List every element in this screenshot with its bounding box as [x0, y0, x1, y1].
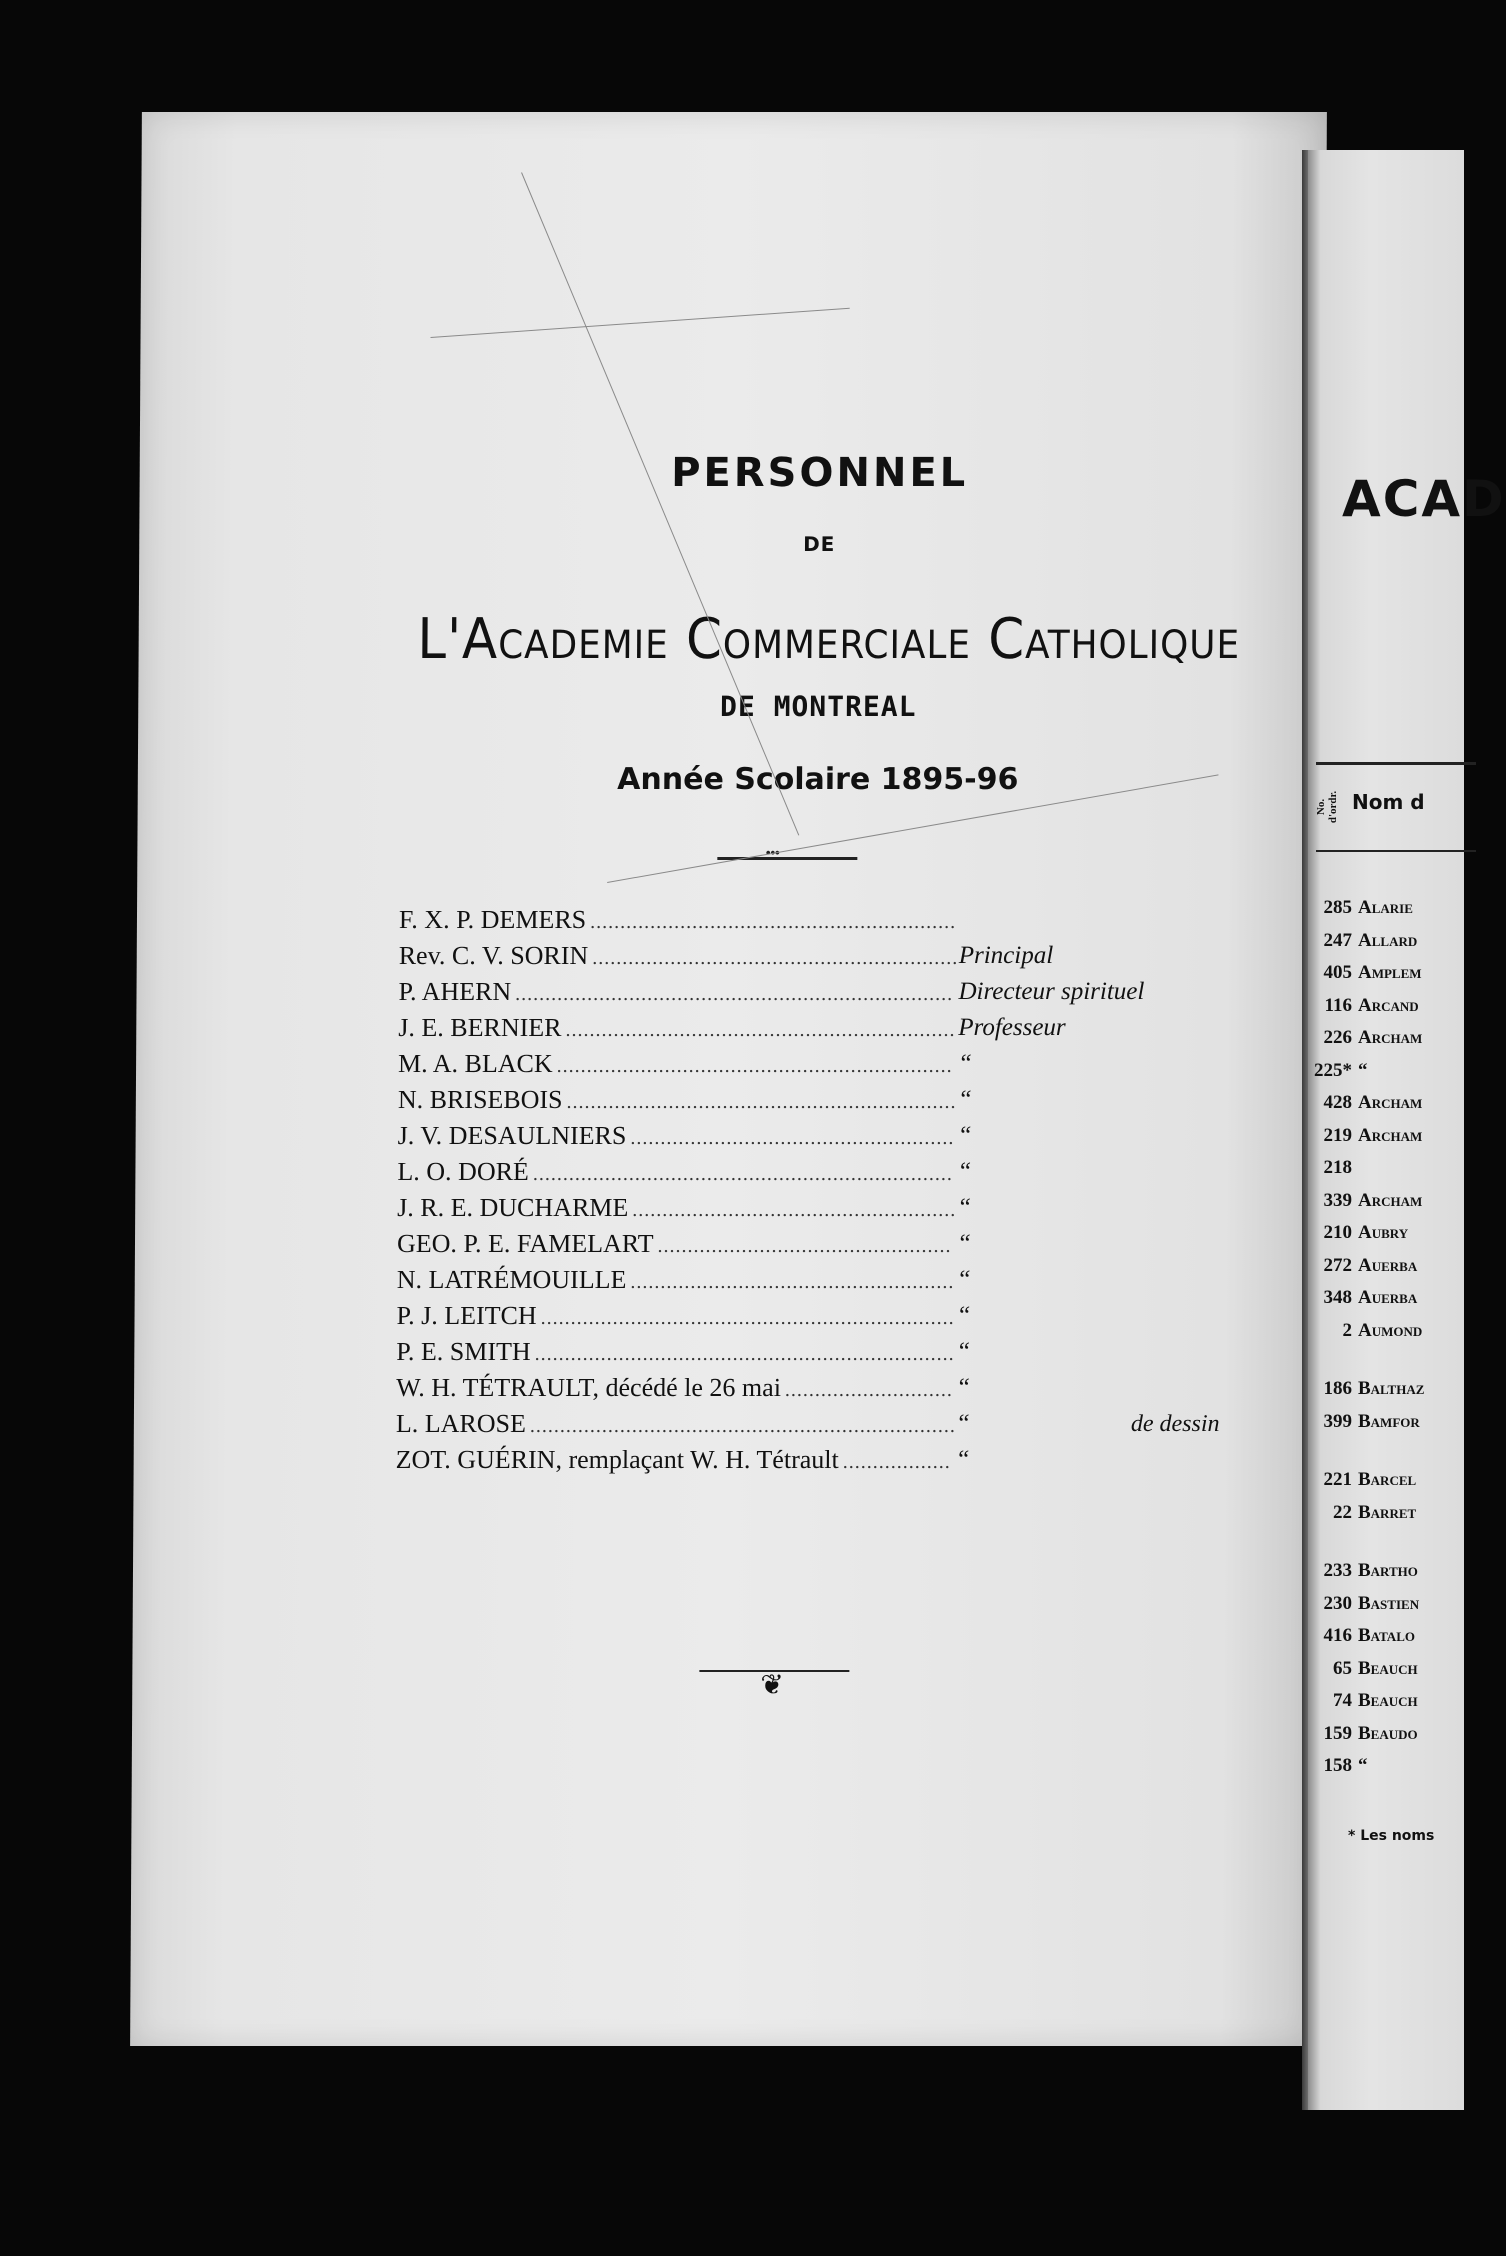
student-number: 65	[1333, 1657, 1352, 1679]
staff-name: F. X. P. DEMERS	[398, 905, 587, 934]
student-number: 22	[1333, 1501, 1352, 1523]
title-school-year: Année Scolaire 1895-96	[617, 762, 1019, 797]
staff-row	[398, 974, 1298, 1010]
staff-name: W. H. TÉTRAULT, décédé le 26 mai	[396, 1373, 782, 1402]
student-row	[1308, 1406, 1424, 1439]
student-row	[1308, 1685, 1424, 1718]
staff-row	[398, 1118, 1298, 1154]
staff-role: “	[955, 1410, 970, 1437]
student-number: 2	[1342, 1319, 1352, 1341]
student-row	[1308, 1217, 1424, 1250]
right-page	[1308, 150, 1506, 2110]
student-row	[1308, 1373, 1424, 1406]
student-name: Bartho	[1358, 1560, 1418, 1581]
student-number: 219	[1323, 1124, 1352, 1146]
staff-name: L. LAROSE	[395, 1409, 526, 1438]
right-page-header: ACAD	[1342, 470, 1506, 528]
student-name: Alarie	[1358, 897, 1413, 918]
student-row	[1308, 990, 1424, 1023]
dot-leader: ..................	[842, 1451, 951, 1473]
scan-scratch	[521, 172, 799, 835]
student-row	[1308, 1087, 1424, 1120]
staff-row	[396, 1406, 1296, 1442]
title-academie: L'Academie Commerciale Catholique	[417, 607, 1241, 672]
student-name: Batalo	[1358, 1625, 1415, 1646]
student-row	[1308, 1120, 1424, 1153]
staff-role: “	[957, 1158, 972, 1185]
student-number: 247	[1323, 929, 1352, 951]
dot-leader: .........................................................................	[515, 983, 954, 1005]
column-header-name: Nom d	[1352, 790, 1425, 814]
student-row	[1308, 1555, 1424, 1588]
student-number: 339	[1323, 1189, 1352, 1211]
student-name: Beaudo	[1358, 1722, 1418, 1744]
student-name: Barcel	[1358, 1469, 1417, 1490]
staff-row	[396, 1370, 1296, 1406]
student-name: Archam	[1358, 1124, 1423, 1146]
staff-role: Directeur spirituel	[958, 978, 1145, 1005]
student-number: 272	[1323, 1254, 1352, 1276]
student-number: 210	[1323, 1222, 1352, 1243]
student-number: 399	[1323, 1410, 1352, 1432]
student-number: 186	[1323, 1378, 1352, 1399]
staff-name: ZOT. GUÉRIN, remplaçant W. H. Tétrault	[395, 1445, 839, 1474]
staff-name: J. V. DESAULNIERS	[397, 1121, 627, 1150]
staff-role: “	[956, 1374, 971, 1401]
staff-name: P. E. SMITH	[396, 1337, 531, 1366]
student-number: 230	[1323, 1592, 1352, 1614]
staff-role: “	[955, 1446, 970, 1473]
student-number: 218	[1323, 1157, 1352, 1178]
student-name: Auerba	[1358, 1254, 1418, 1276]
student-name: Balthaz	[1358, 1378, 1425, 1399]
student-number: 416	[1323, 1625, 1352, 1646]
staff-name: GEO. P. E. FAMELART	[396, 1229, 654, 1258]
staff-row	[399, 938, 1299, 974]
title-de: DE	[803, 532, 836, 556]
staff-name: J. E. BERNIER	[398, 1013, 562, 1042]
student-name: Auerba	[1358, 1287, 1418, 1308]
staff-role: “	[956, 1230, 971, 1257]
student-list	[1308, 892, 1424, 1783]
left-page	[130, 112, 1327, 2046]
dot-leader: .................................................	[657, 1235, 952, 1257]
student-row	[1308, 1620, 1424, 1653]
dot-leader: ......................................................	[630, 1127, 955, 1149]
student-number: 159	[1323, 1722, 1352, 1744]
staff-list	[396, 902, 1300, 1478]
student-number: 405	[1323, 962, 1352, 983]
student-row	[1308, 957, 1424, 990]
student-name: Beauch	[1358, 1690, 1418, 1711]
staff-row	[397, 1262, 1297, 1298]
student-row	[1308, 892, 1424, 925]
dot-leader: .................................................................	[566, 1091, 957, 1113]
staff-row	[396, 1298, 1296, 1334]
student-number: 158	[1323, 1755, 1352, 1776]
student-row	[1308, 1282, 1424, 1315]
staff-role: “	[957, 1086, 972, 1113]
staff-name: N. BRISEBOIS	[397, 1085, 563, 1114]
student-number: 348	[1323, 1287, 1352, 1308]
student-row	[1308, 1250, 1424, 1283]
student-row	[1308, 1750, 1424, 1783]
staff-name: N. LATRÉMOUILLE	[396, 1265, 627, 1294]
student-name: Allard	[1358, 929, 1418, 951]
staff-row	[396, 1334, 1296, 1370]
staff-row	[399, 902, 1299, 938]
staff-role: “	[956, 1338, 971, 1365]
student-name: Archam	[1358, 1189, 1423, 1211]
fleuron-ornament-icon: ❦	[760, 1670, 784, 1701]
student-name: “	[1358, 1059, 1368, 1081]
table-rule	[1316, 762, 1476, 765]
staff-name: J. R. E. DUCHARME	[397, 1193, 629, 1222]
footnote: * Les noms	[1348, 1828, 1435, 1844]
student-name: Amplem	[1358, 962, 1422, 983]
student-row	[1308, 1152, 1424, 1185]
dot-leader: .....................................................................	[540, 1307, 955, 1329]
student-row	[1308, 1588, 1424, 1621]
staff-row	[398, 1082, 1298, 1118]
student-row	[1308, 1022, 1424, 1055]
staff-role: Professeur	[958, 1014, 1066, 1041]
student-number: 221	[1323, 1469, 1352, 1490]
dot-leader: .................................................................	[565, 1019, 956, 1041]
student-name: Beauch	[1358, 1657, 1418, 1679]
staff-role: “	[956, 1302, 971, 1329]
student-row	[1308, 925, 1424, 958]
table-rule	[1316, 850, 1476, 852]
dot-leader: .............................................................	[590, 911, 957, 933]
student-row	[1308, 1464, 1424, 1497]
student-number: 116	[1324, 994, 1352, 1016]
staff-row	[398, 1046, 1298, 1082]
student-row	[1308, 1497, 1424, 1530]
staff-role: “	[957, 1194, 972, 1221]
dot-leader: ..................................................................	[556, 1055, 953, 1077]
staff-name: M. A. BLACK	[398, 1049, 553, 1078]
dot-leader: ......................................................	[630, 1271, 955, 1293]
student-name: “	[1358, 1755, 1368, 1776]
student-row	[1308, 1055, 1424, 1088]
dot-leader: .............................................................	[592, 947, 959, 969]
column-header-number: No. d'ordr.	[1315, 790, 1339, 824]
student-number: 226	[1323, 1027, 1352, 1048]
student-number: 285	[1323, 897, 1352, 918]
student-name: Archam	[1358, 1027, 1423, 1048]
staff-name: L. O. DORÉ	[397, 1157, 529, 1186]
staff-name: P. J. LEITCH	[396, 1301, 537, 1330]
student-name: Bastien	[1358, 1592, 1420, 1614]
dot-leader: .......................................................................	[529, 1415, 956, 1437]
staff-row	[397, 1226, 1297, 1262]
student-name: Arcand	[1358, 994, 1419, 1016]
staff-role: “	[956, 1266, 971, 1293]
title-personnel: PERSONNEL	[671, 450, 969, 496]
dot-leader: ......................................................................	[534, 1343, 955, 1365]
staff-role-extra: de dessin	[1130, 1411, 1220, 1437]
scan-scratch	[430, 308, 849, 338]
staff-row	[397, 1154, 1297, 1190]
student-name: Aubry	[1358, 1222, 1409, 1243]
staff-role: “	[958, 1050, 973, 1077]
student-row	[1308, 1653, 1424, 1686]
dot-leader: ............................	[784, 1379, 954, 1401]
student-number: 74	[1333, 1690, 1352, 1711]
staff-name: P. AHERN	[398, 977, 512, 1006]
dot-leader: ......................................................................	[532, 1163, 953, 1185]
staff-row	[397, 1190, 1297, 1226]
student-row	[1308, 1315, 1424, 1348]
staff-name: Rev. C. V. SORIN	[398, 941, 589, 970]
student-number: 428	[1323, 1092, 1352, 1113]
student-name: Bamfor	[1358, 1410, 1420, 1432]
staff-row	[398, 1010, 1298, 1046]
student-number: 225*	[1314, 1059, 1352, 1081]
student-name: Barret	[1358, 1501, 1417, 1523]
student-number: 233	[1323, 1560, 1352, 1581]
title-montreal: DE MONTREAL	[719, 690, 917, 723]
staff-role: “	[957, 1122, 972, 1149]
student-name: Archam	[1358, 1092, 1423, 1113]
student-row	[1308, 1185, 1424, 1218]
student-name: Aumond	[1358, 1319, 1423, 1341]
staff-row	[396, 1442, 1296, 1478]
student-row	[1308, 1718, 1424, 1751]
dot-leader: ......................................................	[632, 1199, 957, 1221]
staff-role: Principal	[958, 942, 1054, 969]
